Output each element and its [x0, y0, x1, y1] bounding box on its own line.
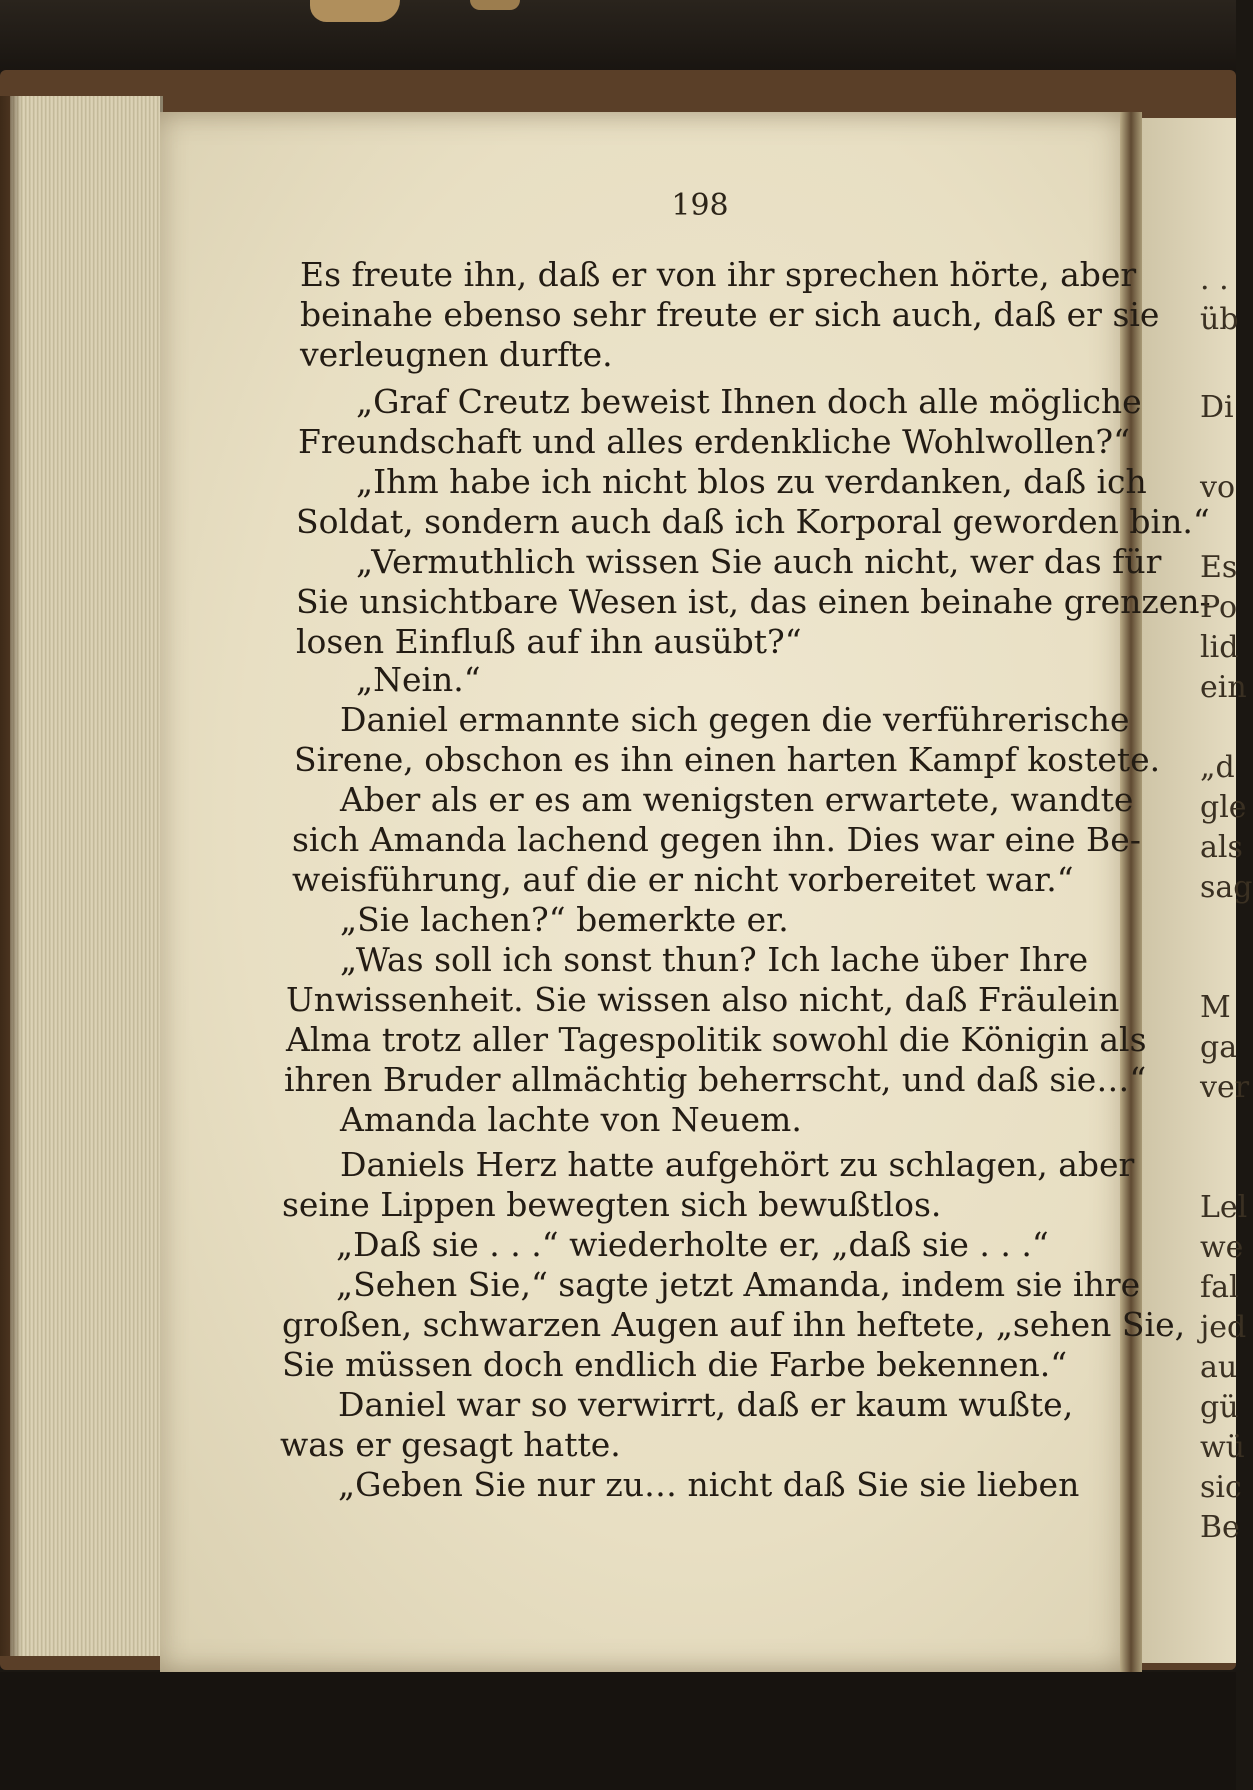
- next-page-fragment: sic: [1200, 1470, 1242, 1505]
- text-line: Sie unsichtbare Wesen ist, das einen beinahe grenzen-: [296, 582, 1211, 621]
- text-line: was er gesagt hatte.: [280, 1425, 621, 1464]
- text-line: Es freute ihn, daß er von ihr sprechen hörte, aber: [300, 255, 1137, 294]
- background-bottom: [0, 1672, 1236, 1790]
- text-line: Daniel war so verwirrt, daß er kaum wußte,: [338, 1385, 1074, 1424]
- next-page-fragment: lid: [1200, 630, 1239, 665]
- background-top: [0, 0, 1236, 80]
- next-page-fragment: gü: [1200, 1390, 1239, 1425]
- page-edges: [10, 96, 163, 1656]
- text-line: „Vermuthlich wissen Sie auch nicht, wer das für: [356, 542, 1162, 581]
- text-line: Soldat, sondern auch daß ich Korporal geworden bin.“: [296, 502, 1210, 541]
- text-line: Daniels Herz hatte aufgehört zu schlagen, aber: [340, 1145, 1135, 1184]
- next-page-fragment: gle: [1200, 790, 1247, 825]
- page-edges-shadow: [0, 96, 22, 1656]
- next-page-fragment: ga: [1200, 1030, 1238, 1065]
- text-line: Aber als er es am wenigsten erwartete, wandte: [340, 780, 1134, 819]
- text-line: beinahe ebenso sehr freute er sich auch, daß er sie: [300, 295, 1160, 334]
- page-number: 198: [671, 188, 729, 223]
- text-line: „Graf Creutz beweist Ihnen doch alle mögliche: [356, 382, 1142, 421]
- text-line: „Geben Sie nur zu… nicht daß Sie sie lieben: [338, 1465, 1080, 1504]
- next-page-fragment: Lel: [1200, 1190, 1248, 1225]
- text-line: großen, schwarzen Augen auf ihn heftete, „sehen Sie,: [282, 1305, 1186, 1344]
- next-page-fragment: ein: [1200, 670, 1247, 705]
- text-line: Daniel ermannte sich gegen die verführerische: [340, 700, 1130, 739]
- text-line: Amanda lachte von Neuem.: [340, 1100, 802, 1139]
- next-page-fragment: Be: [1200, 1510, 1240, 1545]
- next-page-fragment: . .: [1200, 262, 1229, 297]
- text-line: Unwissenheit. Sie wissen also nicht, daß Fräulein: [286, 980, 1120, 1019]
- text-line: verleugnen durfte.: [300, 335, 613, 374]
- text-line: Sie müssen doch endlich die Farbe bekennen.“: [282, 1345, 1068, 1384]
- text-line: weisführung, auf die er nicht vorbereitet war.“: [292, 860, 1074, 899]
- text-line: „Daß sie . . .“ wiederholte er, „daß sie . . .“: [336, 1225, 1049, 1264]
- text-line: Alma trotz aller Tagespolitik sowohl die Königin als: [286, 1020, 1147, 1059]
- next-page-fragment: „d: [1200, 750, 1235, 785]
- text-line: losen Einfluß auf ihn ausübt?“: [296, 622, 802, 661]
- next-page-fragment: au: [1200, 1350, 1238, 1385]
- text-line: „Sehen Sie,“ sagte jetzt Amanda, indem sie ihre: [336, 1265, 1141, 1304]
- text-line: sich Amanda lachend gegen ihn. Dies war eine Be-: [292, 820, 1141, 859]
- next-page-fragment: Di: [1200, 390, 1234, 425]
- text-line: seine Lippen bewegten sich bewußtlos.: [282, 1185, 942, 1224]
- next-page-fragment: Po: [1200, 590, 1238, 625]
- next-page-fragment: M: [1200, 990, 1231, 1025]
- torn-leaf-scrap-small: [470, 0, 520, 10]
- text-line: „Nein.“: [356, 660, 481, 699]
- torn-leaf-scrap: [310, 0, 400, 22]
- text-line: Sirene, obschon es ihn einen harten Kampf kostete.: [294, 740, 1161, 779]
- next-page-fragment: wü: [1200, 1430, 1245, 1465]
- next-page-fragment: als: [1200, 830, 1243, 865]
- book-gutter: [1120, 112, 1142, 1672]
- text-line: Freundschaft und alles erdenkliche Wohlwollen?“: [298, 422, 1130, 461]
- next-page-fragment: üb: [1200, 302, 1239, 337]
- text-line: „Sie lachen?“ bemerkte er.: [340, 900, 789, 939]
- next-page-fragment: ver: [1200, 1070, 1250, 1105]
- text-line: „Was soll ich sonst thun? Ich lache über Ihre: [340, 940, 1089, 979]
- text-line: ihren Bruder allmächtig beherrscht, und daß sie…“: [284, 1060, 1147, 1099]
- next-page-fragment: vo: [1200, 470, 1236, 505]
- next-page-fragment: jed: [1200, 1310, 1247, 1345]
- next-page-fragment: sag: [1200, 870, 1253, 905]
- next-page-fragment: fal: [1200, 1270, 1239, 1305]
- next-page-fragment: Es: [1200, 550, 1238, 585]
- text-line: „Ihm habe ich nicht blos zu verdanken, daß ich: [356, 462, 1147, 501]
- next-page-fragment: we: [1200, 1230, 1244, 1265]
